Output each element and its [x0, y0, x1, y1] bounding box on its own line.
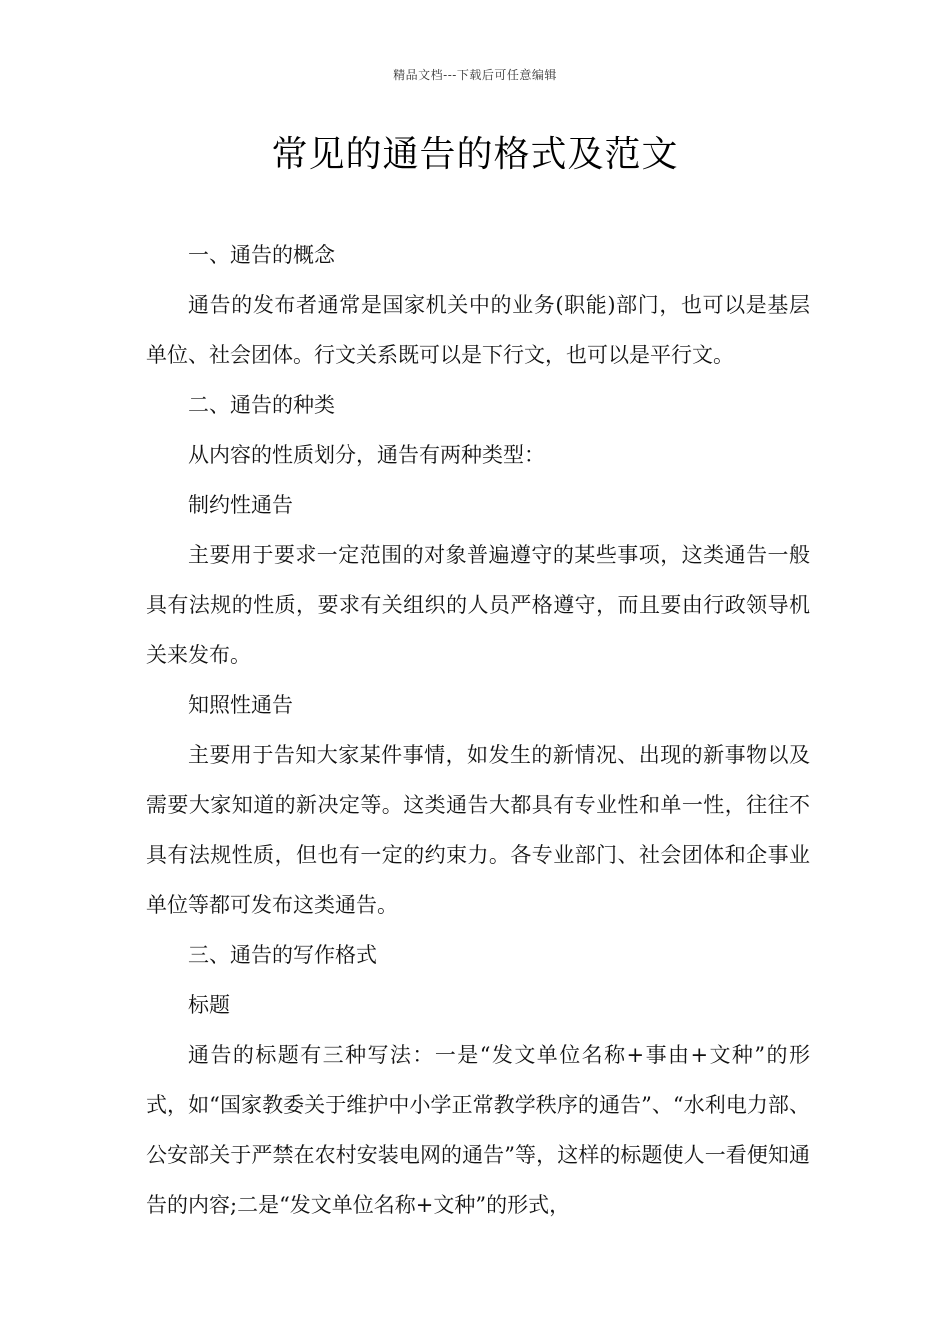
subheading-informative: 知照性通告 — [188, 693, 293, 717]
heading-concept: 一、通告的概念 — [188, 243, 335, 267]
paragraph-informative: 主要用于告知大家某件事情，如发生的新情况、出现的新事物以及需要大家知道的新决定等。这类通告大都具有专业性和单一性，往往不具有法规性质，但也有一定的约束力。各专业部门、社会团体和企事业单位等都可发布这类通告。 — [146, 743, 810, 917]
header-note: 精品文档---下载后可任意编辑 — [393, 68, 557, 82]
subheading-title: 标题 — [188, 993, 230, 1017]
heading-types: 二、通告的种类 — [188, 393, 335, 417]
document-title: 常见的通告的格式及范文 — [271, 134, 679, 175]
paragraph-concept: 通告的发布者通常是国家机关中的业务(职能)部门，也可以是基层单位、社会团体。行文关系既可以是下行文，也可以是平行文。 — [146, 293, 810, 367]
subheading-restrictive: 制约性通告 — [188, 493, 293, 517]
document-body — [146, 230, 810, 1230]
paragraph-restrictive: 主要用于要求一定范围的对象普遍遵守的某些事项，这类通告一般具有法规的性质，要求有关组织的人员严格遵守，而且要由行政领导机关来发布。 — [146, 543, 810, 667]
heading-format: 三、通告的写作格式 — [188, 943, 377, 967]
paragraph-title: 通告的标题有三种写法：一是“发文单位名称+事由+文种”的形式，如“国家教委关于维护中小学正常教学秩序的通告”、“水利电力部、公安部关于严禁在农村安装电网的通告”等，这样的标题使人一看便知通告的内容;二是“发文单位名称+文种”的形式， — [146, 1043, 810, 1217]
paragraph-types-intro: 从内容的性质划分，通告有两种类型： — [188, 443, 545, 467]
